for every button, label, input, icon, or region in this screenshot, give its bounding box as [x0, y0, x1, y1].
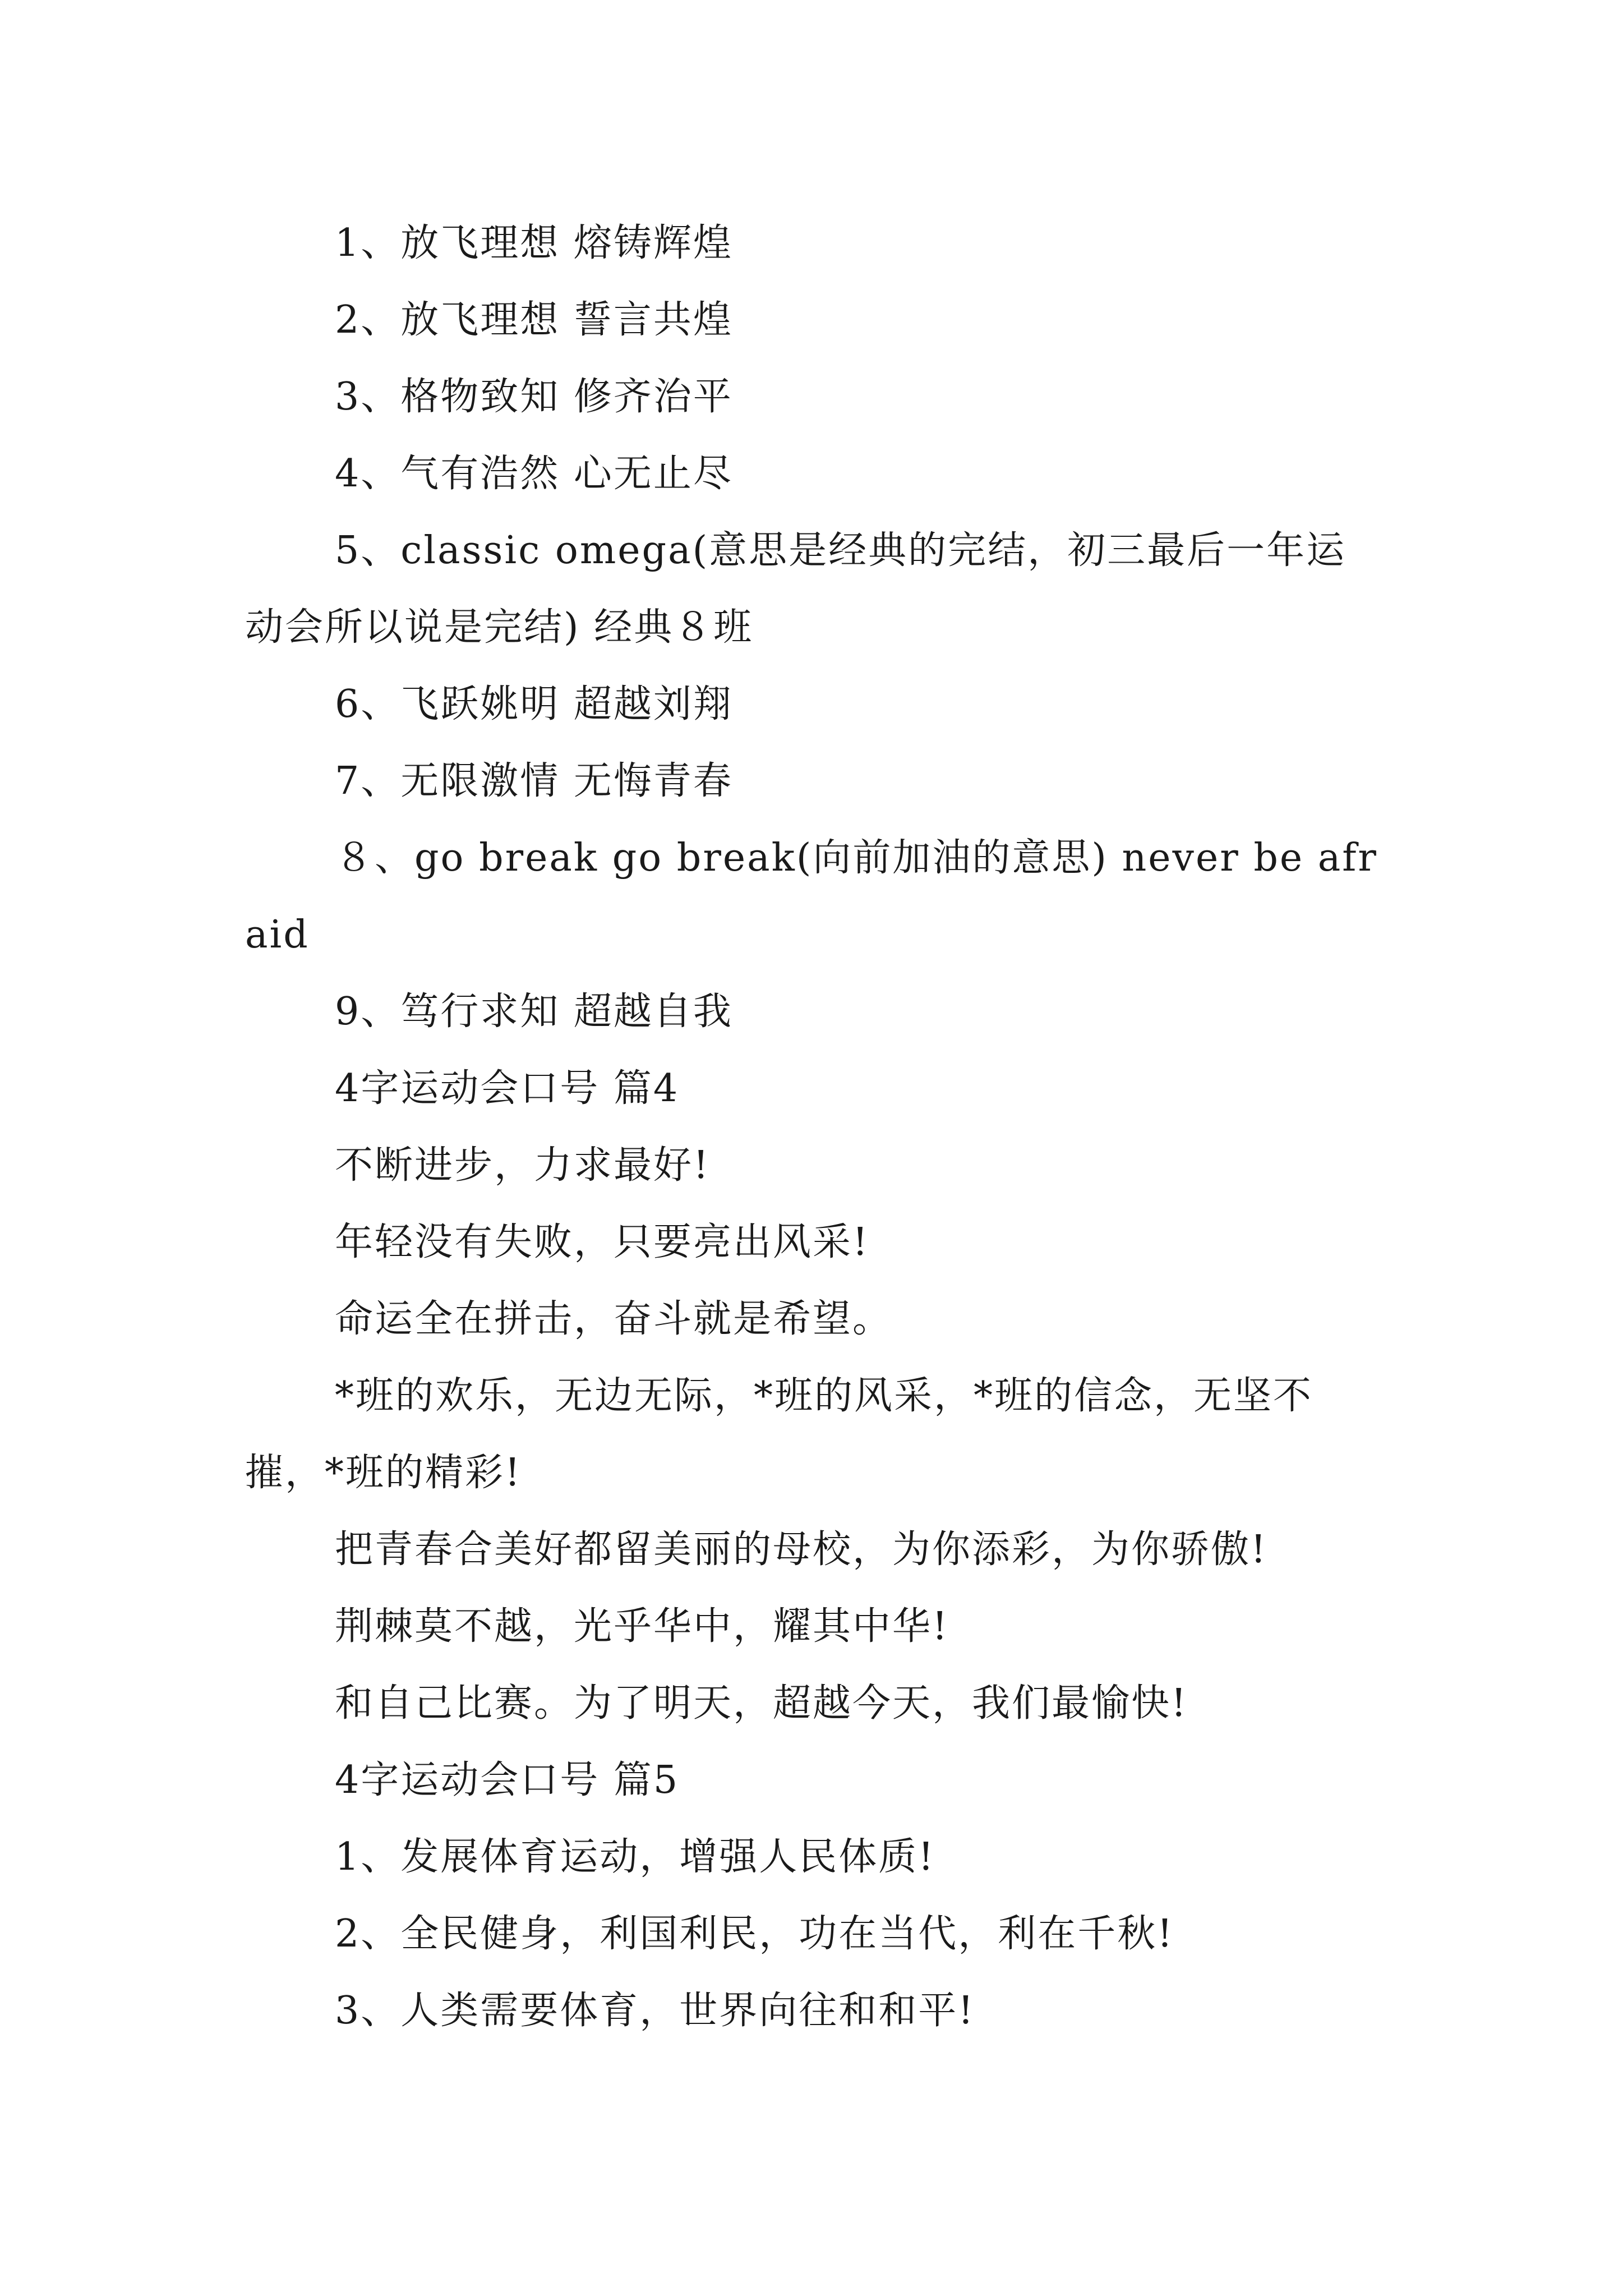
- slogan-line: 3、格物致知 修齐治平: [335, 375, 733, 419]
- slogan-line: 2、全民健身，利国利民，功在当代，利在千秋!: [335, 1912, 1174, 1956]
- slogan-line: *班的欢乐，无边无际，*班的风采，*班的信念，无坚不摧，*班的精彩!: [245, 1374, 1313, 1495]
- section-heading: 4字运动会口号 篇4: [335, 1066, 680, 1111]
- slogan-line: 把青春合美好都留美丽的母校，为你添彩，为你骄傲!: [335, 1527, 1268, 1572]
- slogan-line: 命运全在拼击，奋斗就是希望。: [335, 1297, 893, 1341]
- slogan-line: 3、人类需要体育，世界向往和和平!: [335, 1989, 975, 2033]
- slogan-line: 5、classic omega(意思是经典的完结，初三最后一年运动会所以说是完结) 经典８班: [245, 528, 1347, 650]
- slogan-line: 荆棘莫不越，光乎华中，耀其中华!: [335, 1604, 949, 1649]
- section-heading: 4字运动会口号 篇5: [335, 1758, 680, 1802]
- slogan-line: 年轻没有失败，只要亮出风采!: [335, 1220, 870, 1264]
- slogan-line: 7、无限激情 无悔青春: [335, 759, 733, 803]
- slogan-line: 和自己比赛。为了明天，超越今天，我们最愉快!: [335, 1681, 1188, 1726]
- slogan-line: 1、放飞理想 熔铸辉煌: [335, 221, 733, 265]
- slogan-line: 9、笃行求知 超越自我: [335, 990, 733, 1034]
- slogan-line: ８、go break go break(向前加油的意思) never be afraid: [245, 836, 1378, 957]
- slogan-line: 1、发展体育运动，增强人民体质!: [335, 1835, 935, 1879]
- slogan-line: 不断进步，力求最好!: [335, 1143, 711, 1188]
- slogan-line: 4、气有浩然 心无止尽: [335, 452, 733, 496]
- slogan-line: 6、飞跃姚明 超越刘翔: [335, 682, 733, 726]
- document-body: [245, 205, 1384, 2049]
- slogan-line: 2、放飞理想 誓言共煌: [335, 298, 733, 342]
